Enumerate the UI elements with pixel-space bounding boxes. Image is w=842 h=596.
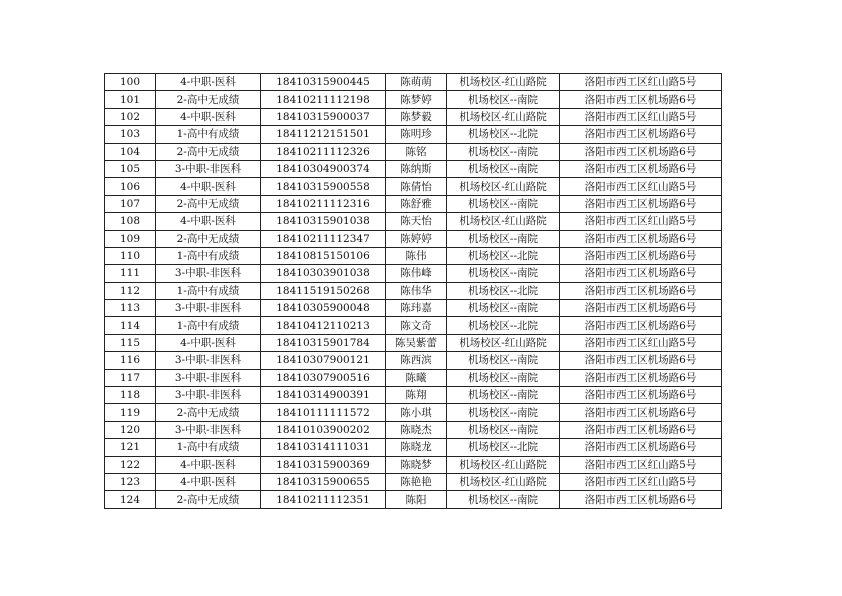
cell-row-number: 116 [105,352,156,369]
cell-student-id: 18410111111572 [261,404,386,421]
cell-row-number: 110 [105,247,156,264]
cell-name: 陈梦毅 [386,108,447,125]
cell-name: 陈曦 [386,369,447,386]
cell-category: 2-高中无成绩 [156,195,261,212]
cell-row-number: 107 [105,195,156,212]
cell-student-id: 18410315900445 [261,74,386,91]
cell-row-number: 117 [105,369,156,386]
cell-student-id: 18410307900516 [261,369,386,386]
cell-address: 洛阳市西工区机场路6号 [560,300,722,317]
table-row [105,421,722,438]
table-row [105,247,722,264]
cell-student-id: 18410412110213 [261,317,386,334]
cell-student-id: 18410315900558 [261,178,386,195]
cell-row-number: 113 [105,300,156,317]
cell-row-number: 123 [105,473,156,490]
cell-category: 3-中职-非医科 [156,421,261,438]
cell-address: 洛阳市西工区红山路5号 [560,108,722,125]
table-row [105,491,722,508]
cell-student-id: 18410303901038 [261,265,386,282]
cell-address: 洛阳市西工区机场路6号 [560,439,722,456]
cell-category: 4-中职-医科 [156,178,261,195]
cell-category: 4-中职-医科 [156,74,261,91]
cell-name: 陈晓杰 [386,421,447,438]
cell-address: 洛阳市西工区机场路6号 [560,404,722,421]
table-row [105,230,722,247]
cell-address: 洛阳市西工区红山路5号 [560,473,722,490]
cell-row-number: 102 [105,108,156,125]
cell-address: 洛阳市西工区红山路5号 [560,213,722,230]
cell-student-id: 18410211112347 [261,230,386,247]
cell-student-id: 18410307900121 [261,352,386,369]
cell-address: 洛阳市西工区机场路6号 [560,143,722,160]
cell-campus: 机场校区--南院 [447,387,560,404]
cell-category: 4-中职-医科 [156,456,261,473]
cell-name: 陈晓梦 [386,456,447,473]
table-row [105,352,722,369]
cell-address: 洛阳市西工区机场路6号 [560,160,722,177]
cell-name: 陈婷婷 [386,230,447,247]
cell-address: 洛阳市西工区机场路6号 [560,352,722,369]
cell-category: 3-中职-非医科 [156,160,261,177]
cell-row-number: 112 [105,282,156,299]
cell-name: 陈铭 [386,143,447,160]
table-row [105,74,722,91]
cell-student-id: 18410211112198 [261,91,386,108]
cell-category: 2-高中无成绩 [156,491,261,508]
cell-category: 1-高中有成绩 [156,126,261,143]
cell-campus: 机场校区--南院 [447,160,560,177]
cell-address: 洛阳市西工区机场路6号 [560,491,722,508]
cell-student-id: 18410305900048 [261,300,386,317]
cell-campus: 机场校区-红山路院 [447,108,560,125]
cell-name: 陈伟 [386,247,447,264]
cell-name: 陈翔 [386,387,447,404]
cell-row-number: 108 [105,213,156,230]
cell-row-number: 114 [105,317,156,334]
cell-campus: 机场校区--南院 [447,195,560,212]
cell-category: 1-高中有成绩 [156,317,261,334]
cell-campus: 机场校区--南院 [447,230,560,247]
cell-name: 陈玮嘉 [386,300,447,317]
cell-row-number: 106 [105,178,156,195]
cell-name: 陈艳艳 [386,473,447,490]
cell-student-id: 18410103900202 [261,421,386,438]
cell-student-id: 18410315901784 [261,334,386,351]
cell-address: 洛阳市西工区红山路5号 [560,456,722,473]
table-row [105,265,722,282]
cell-address: 洛阳市西工区机场路6号 [560,421,722,438]
cell-name: 陈舒雅 [386,195,447,212]
cell-row-number: 115 [105,334,156,351]
cell-category: 3-中职-非医科 [156,369,261,386]
cell-row-number: 118 [105,387,156,404]
cell-address: 洛阳市西工区机场路6号 [560,195,722,212]
cell-address: 洛阳市西工区机场路6号 [560,317,722,334]
cell-campus: 机场校区--北院 [447,439,560,456]
cell-address: 洛阳市西工区机场路6号 [560,265,722,282]
cell-campus: 机场校区-红山路院 [447,74,560,91]
cell-name: 陈晓龙 [386,439,447,456]
cell-category: 3-中职-非医科 [156,352,261,369]
cell-row-number: 104 [105,143,156,160]
cell-student-id: 18410315900037 [261,108,386,125]
cell-student-id: 18410211112351 [261,491,386,508]
cell-address: 洛阳市西工区机场路6号 [560,282,722,299]
cell-campus: 机场校区--北院 [447,126,560,143]
table-row [105,473,722,490]
table-row [105,178,722,195]
cell-name: 陈西滨 [386,352,447,369]
cell-campus: 机场校区--北院 [447,282,560,299]
cell-category: 1-高中有成绩 [156,247,261,264]
cell-row-number: 109 [105,230,156,247]
cell-campus: 机场校区-红山路院 [447,334,560,351]
table-body [105,74,722,509]
cell-row-number: 120 [105,421,156,438]
cell-name: 陈倩怡 [386,178,447,195]
table-row [105,282,722,299]
cell-category: 1-高中有成绩 [156,282,261,299]
cell-address: 洛阳市西工区红山路5号 [560,178,722,195]
cell-row-number: 111 [105,265,156,282]
cell-name: 陈明珍 [386,126,447,143]
table-row [105,126,722,143]
cell-category: 2-高中无成绩 [156,143,261,160]
table-row [105,387,722,404]
cell-name: 陈梦婷 [386,91,447,108]
table-row [105,300,722,317]
cell-name: 陈天怡 [386,213,447,230]
cell-row-number: 121 [105,439,156,456]
cell-student-id: 18410314111031 [261,439,386,456]
cell-campus: 机场校区-红山路院 [447,178,560,195]
cell-category: 4-中职-医科 [156,213,261,230]
cell-student-id: 18410315900655 [261,473,386,490]
cell-campus: 机场校区--南院 [447,91,560,108]
cell-name: 陈阳 [386,491,447,508]
cell-address: 洛阳市西工区红山路5号 [560,74,722,91]
cell-address: 洛阳市西工区红山路5号 [560,334,722,351]
cell-campus: 机场校区--北院 [447,247,560,264]
cell-student-id: 18410211112326 [261,143,386,160]
cell-category: 2-高中无成绩 [156,230,261,247]
cell-row-number: 122 [105,456,156,473]
table-row [105,91,722,108]
cell-student-id: 18410315901038 [261,213,386,230]
table-row [105,160,722,177]
cell-campus: 机场校区--南院 [447,491,560,508]
cell-name: 陈文奇 [386,317,447,334]
cell-address: 洛阳市西工区机场路6号 [560,369,722,386]
table-row [105,404,722,421]
cell-name: 陈纳斯 [386,160,447,177]
cell-name: 陈小琪 [386,404,447,421]
cell-campus: 机场校区--南院 [447,404,560,421]
cell-campus: 机场校区--南院 [447,369,560,386]
cell-campus: 机场校区-红山路院 [447,473,560,490]
table-row [105,439,722,456]
cell-campus: 机场校区--北院 [447,317,560,334]
table-row [105,143,722,160]
table-row [105,334,722,351]
cell-campus: 机场校区--南院 [447,300,560,317]
table-row [105,108,722,125]
cell-category: 2-高中无成绩 [156,404,261,421]
cell-row-number: 101 [105,91,156,108]
cell-row-number: 105 [105,160,156,177]
cell-campus: 机场校区-红山路院 [447,213,560,230]
cell-category: 3-中职-非医科 [156,300,261,317]
cell-student-id: 18411519150268 [261,282,386,299]
table-row [105,195,722,212]
cell-row-number: 103 [105,126,156,143]
cell-campus: 机场校区-红山路院 [447,456,560,473]
cell-category: 4-中职-医科 [156,473,261,490]
cell-name: 陈萌萌 [386,74,447,91]
cell-name: 陈伟峰 [386,265,447,282]
cell-student-id: 18410304900374 [261,160,386,177]
cell-name: 陈伟华 [386,282,447,299]
cell-address: 洛阳市西工区机场路6号 [560,230,722,247]
table-row [105,456,722,473]
table-row [105,213,722,230]
cell-campus: 机场校区--南院 [447,143,560,160]
cell-student-id: 18410315900369 [261,456,386,473]
cell-student-id: 18410815150106 [261,247,386,264]
cell-row-number: 119 [105,404,156,421]
cell-category: 1-高中有成绩 [156,439,261,456]
cell-name: 陈吴紫蕾 [386,334,447,351]
cell-category: 4-中职-医科 [156,334,261,351]
cell-address: 洛阳市西工区机场路6号 [560,387,722,404]
cell-campus: 机场校区--南院 [447,421,560,438]
cell-address: 洛阳市西工区机场路6号 [560,91,722,108]
cell-category: 2-高中无成绩 [156,91,261,108]
cell-address: 洛阳市西工区机场路6号 [560,247,722,264]
cell-category: 3-中职-非医科 [156,387,261,404]
table-row [105,369,722,386]
cell-student-id: 18410314900391 [261,387,386,404]
cell-address: 洛阳市西工区机场路6号 [560,126,722,143]
cell-category: 4-中职-医科 [156,108,261,125]
cell-category: 3-中职-非医科 [156,265,261,282]
cell-student-id: 18410211112316 [261,195,386,212]
student-table [104,73,722,509]
cell-campus: 机场校区--南院 [447,352,560,369]
cell-campus: 机场校区--南院 [447,265,560,282]
cell-student-id: 18411212151501 [261,126,386,143]
cell-row-number: 124 [105,491,156,508]
cell-row-number: 100 [105,74,156,91]
table-row [105,317,722,334]
